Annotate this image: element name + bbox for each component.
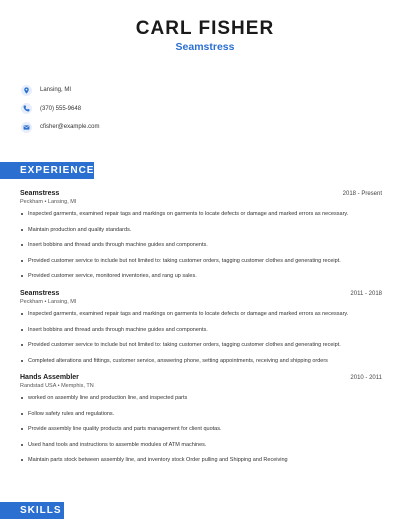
job-entry <box>20 190 382 288</box>
skills-section-heading: SKILLS <box>0 502 64 519</box>
job-bullet-list <box>20 394 382 472</box>
job-bullet: Insert bobbins and thread ands through machine guides and components. <box>20 326 382 342</box>
job-title: Seamstress <box>20 290 60 297</box>
job-bullet: Maintain parts stock between assembly line, and inventory stock Order pulling and Shipping and Receiving <box>20 456 382 472</box>
job-bullet: Provided customer service to include but not limited to: taking customer orders, tagging customer clothes and generating receipt. <box>20 341 382 357</box>
job-title: Hands Assembler <box>20 374 79 381</box>
location-pin-icon <box>21 85 32 96</box>
experience-section-heading: EXPERIENCE <box>0 162 94 179</box>
job-bullet: Provide assembly line quality products and parts management for client quotas. <box>20 425 382 441</box>
job-location: Memphis, TN <box>61 383 94 389</box>
job-bullet: Follow safety rules and regulations. <box>20 410 382 426</box>
job-location: Lansing, MI <box>47 199 77 205</box>
job-bullet: worked on assembly line and production line, and inspected parts <box>20 394 382 410</box>
job-dates: 2018 - Present <box>342 191 382 197</box>
job-company: Randstad USA <box>20 383 57 389</box>
contact-phone-text: (370) 555-9648 <box>40 105 82 112</box>
job-entry <box>20 374 382 472</box>
job-bullet: Insert bobbins and thread ands through machine guides and components. <box>20 241 382 257</box>
job-company-location: Peckham • Lansing, MI <box>20 299 77 305</box>
contact-list <box>21 81 99 137</box>
job-bullet-list <box>20 310 382 372</box>
job-bullet: Inspected garments, examined repair tags and markings on garments to locate defects or damage and marked errors as necessary. <box>20 210 382 226</box>
job-title-heading: Seamstress <box>175 41 235 53</box>
job-company-location: Peckham • Lansing, MI <box>20 199 77 205</box>
job-bullet: Inspected garments, examined repair tags and markings on garments to locate defects or damage and marked errors as necessary. <box>20 310 382 326</box>
candidate-name: CARL FISHER <box>135 18 275 39</box>
job-bullet: Used hand tools and instructions to assemble modules of ATM machines. <box>20 441 382 457</box>
job-company: Peckham <box>20 299 43 305</box>
job-bullet: Completed alterations and fittings, customer service, answering phone, setting appointments, receiving and shipping orders <box>20 357 382 373</box>
job-bullet: Provided customer service to include but not limited to: taking customer orders, tagging customer clothes and generating receipt. <box>20 257 382 273</box>
contact-email <box>21 118 99 137</box>
job-dates: 2011 - 2018 <box>350 291 382 297</box>
phone-icon <box>21 103 32 114</box>
job-bullet: Provided customer service, monitored inventories, and rang up sales. <box>20 272 382 288</box>
job-location: Lansing, MI <box>47 299 77 305</box>
contact-phone <box>21 100 99 119</box>
contact-email-text: cfisher@example.com <box>40 124 100 131</box>
job-entry <box>20 290 382 372</box>
job-title: Seamstress <box>20 190 60 197</box>
job-bullet-list <box>20 210 382 288</box>
email-icon <box>21 122 32 133</box>
job-bullet: Maintain production and quality standards. <box>20 226 382 242</box>
contact-location-text: Lansing, MI <box>40 87 72 94</box>
job-company-location: Randstad USA • Memphis, TN <box>20 383 94 389</box>
job-company: Peckham <box>20 199 43 205</box>
job-dates: 2010 - 2011 <box>350 375 382 381</box>
contact-location <box>21 81 99 100</box>
